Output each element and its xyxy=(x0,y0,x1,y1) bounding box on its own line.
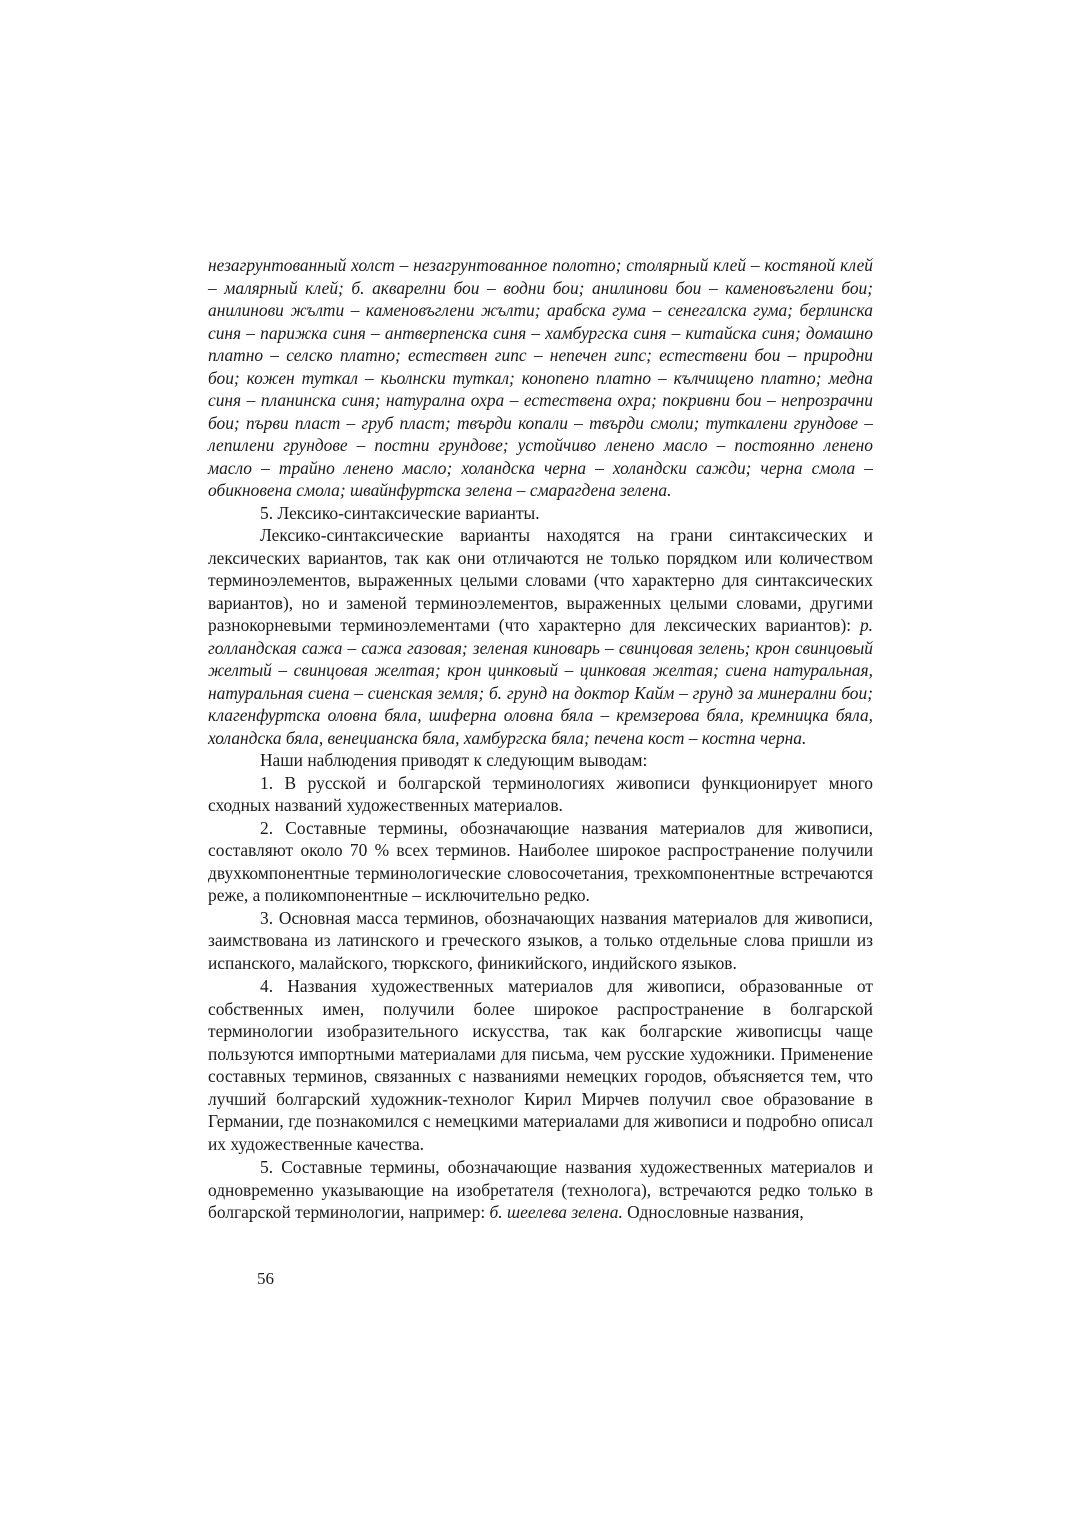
page-number: 56 xyxy=(257,1269,274,1288)
paragraph-conclusion-2: 2. Составные термины, обозначающие названия материалов для живописи, составляют около 70 % всех терминов. Наиболее широкое распространение получили двухкомпонентные терминологические словосочетания, трехкомпонентные встречаются реже, а поликомпонентные – исключительно редко. xyxy=(208,817,873,905)
paragraph-conclusion-5-tail: Однословные названия, xyxy=(622,1202,804,1222)
paragraph-lexico-syntactic-examples: р. голландская сажа – сажа газовая; зеленая киноварь – свинцовая зелень; крон свинцовый желтый – свинцовая желтая; крон цинковый – цинковая желтая; сиена натуральная, натуральная сиена – сиенская земля; б. грунд на доктор Кайм – грунд за минерални бои; клагенфуртска оловна бяла, шиферна оловна бяла – кремзерова бяла, кремницка бяла, холандска бяла, венецианска бяла, хамбургска бяла; печена кост – костна черна. xyxy=(208,615,873,748)
page-body xyxy=(208,254,873,1224)
paragraph-lexico-syntactic xyxy=(208,524,873,749)
paragraph-term-list: незагрунтованный холст – незагрунтованное полотно; столярный клей – костяной клей – малярный клей; б. акварелни бои – водни бои; анилинови бои – каменовъглени бои; анилинови жълти – каменовъглени жълти; арабска гума – сенегалска гума; берлинска синя – парижка синя – антверпенска синя – хамбургска синя – китайска синя; домашно платно – селско платно; естествен гипс – непечен гипс; естествени бои – природни бои; кожен туткал – кьолнски туткал; конопено платно – кълчищено платно; медна синя – планинска синя; натурална охра – естествена охра; покривни бои – непрозрачни бои; първи пласт – груб пласт; твърди копали – твърди смоли; туткалени грундове – лепилени грундове – постни грундове; устойчиво ленено масло – постоянно ленено масло – трайно ленено масло; холандска черна – холандски сажди; черна смола – обикновена смола; швайнфуртска зелена – смарагдена зелена. xyxy=(208,255,873,500)
paragraph-conclusion-5-example: б. шеелева зелена. xyxy=(489,1202,623,1222)
paragraph-conclusions-intro: Наши наблюдения приводят к следующим выводам: xyxy=(260,750,648,770)
paragraph-conclusion-1: 1. В русской и болгарской терминологиях живописи функционирует много сходных названий художественных материалов. xyxy=(208,772,873,815)
paragraph-conclusion-5-text: 5. Составные термины, обозначающие названия художественных материалов и одновременно указывающие на изобретателя (технолога), встречаются редко только в болгарской терминологии, например: xyxy=(208,1157,873,1222)
paragraph-heading-lexico-syntactic: 5. Лексико-синтаксические варианты. xyxy=(260,502,540,523)
paragraph-conclusion-3: 3. Основная масса терминов, обозначающих названия материалов для живописи, заимствована из латинского и греческого языков, а только отдельные слова пришли из испанского, малайского, тюркского, финикийского, индийского языков. xyxy=(208,907,873,973)
paragraph-lexico-syntactic-text: Лексико-синтаксические варианты находятся на грани синтаксических и лексических вариантов, так как они отличаются не только порядком или количеством терминоэлементов, выраженных целыми словами (что характерно для синтаксических вариантов), но и заменой терминоэлементов, выраженных целыми словами, другими разнокорневыми терминоэлементами (что характерно для лексических вариантов): xyxy=(208,525,873,635)
paragraph-conclusion-4: 4. Названия художественных материалов для живописи, образованные от собственных имен, получили более широкое распространение в болгарской терминологии изобразительного искусства, так как болгарские живописцы чаще пользуются импортными материалами для письма, чем русские художники. Применение составных терминов, связанных с названиями немецких городов, объясняется тем, что лучший болгарский художник-технолог Кирил Мирчев получил свое образование в Германии, где познакомился с немецкими материалами для живописи и подробно описал их художественные качества. xyxy=(208,976,873,1154)
paragraph-conclusion-5 xyxy=(208,1156,873,1224)
